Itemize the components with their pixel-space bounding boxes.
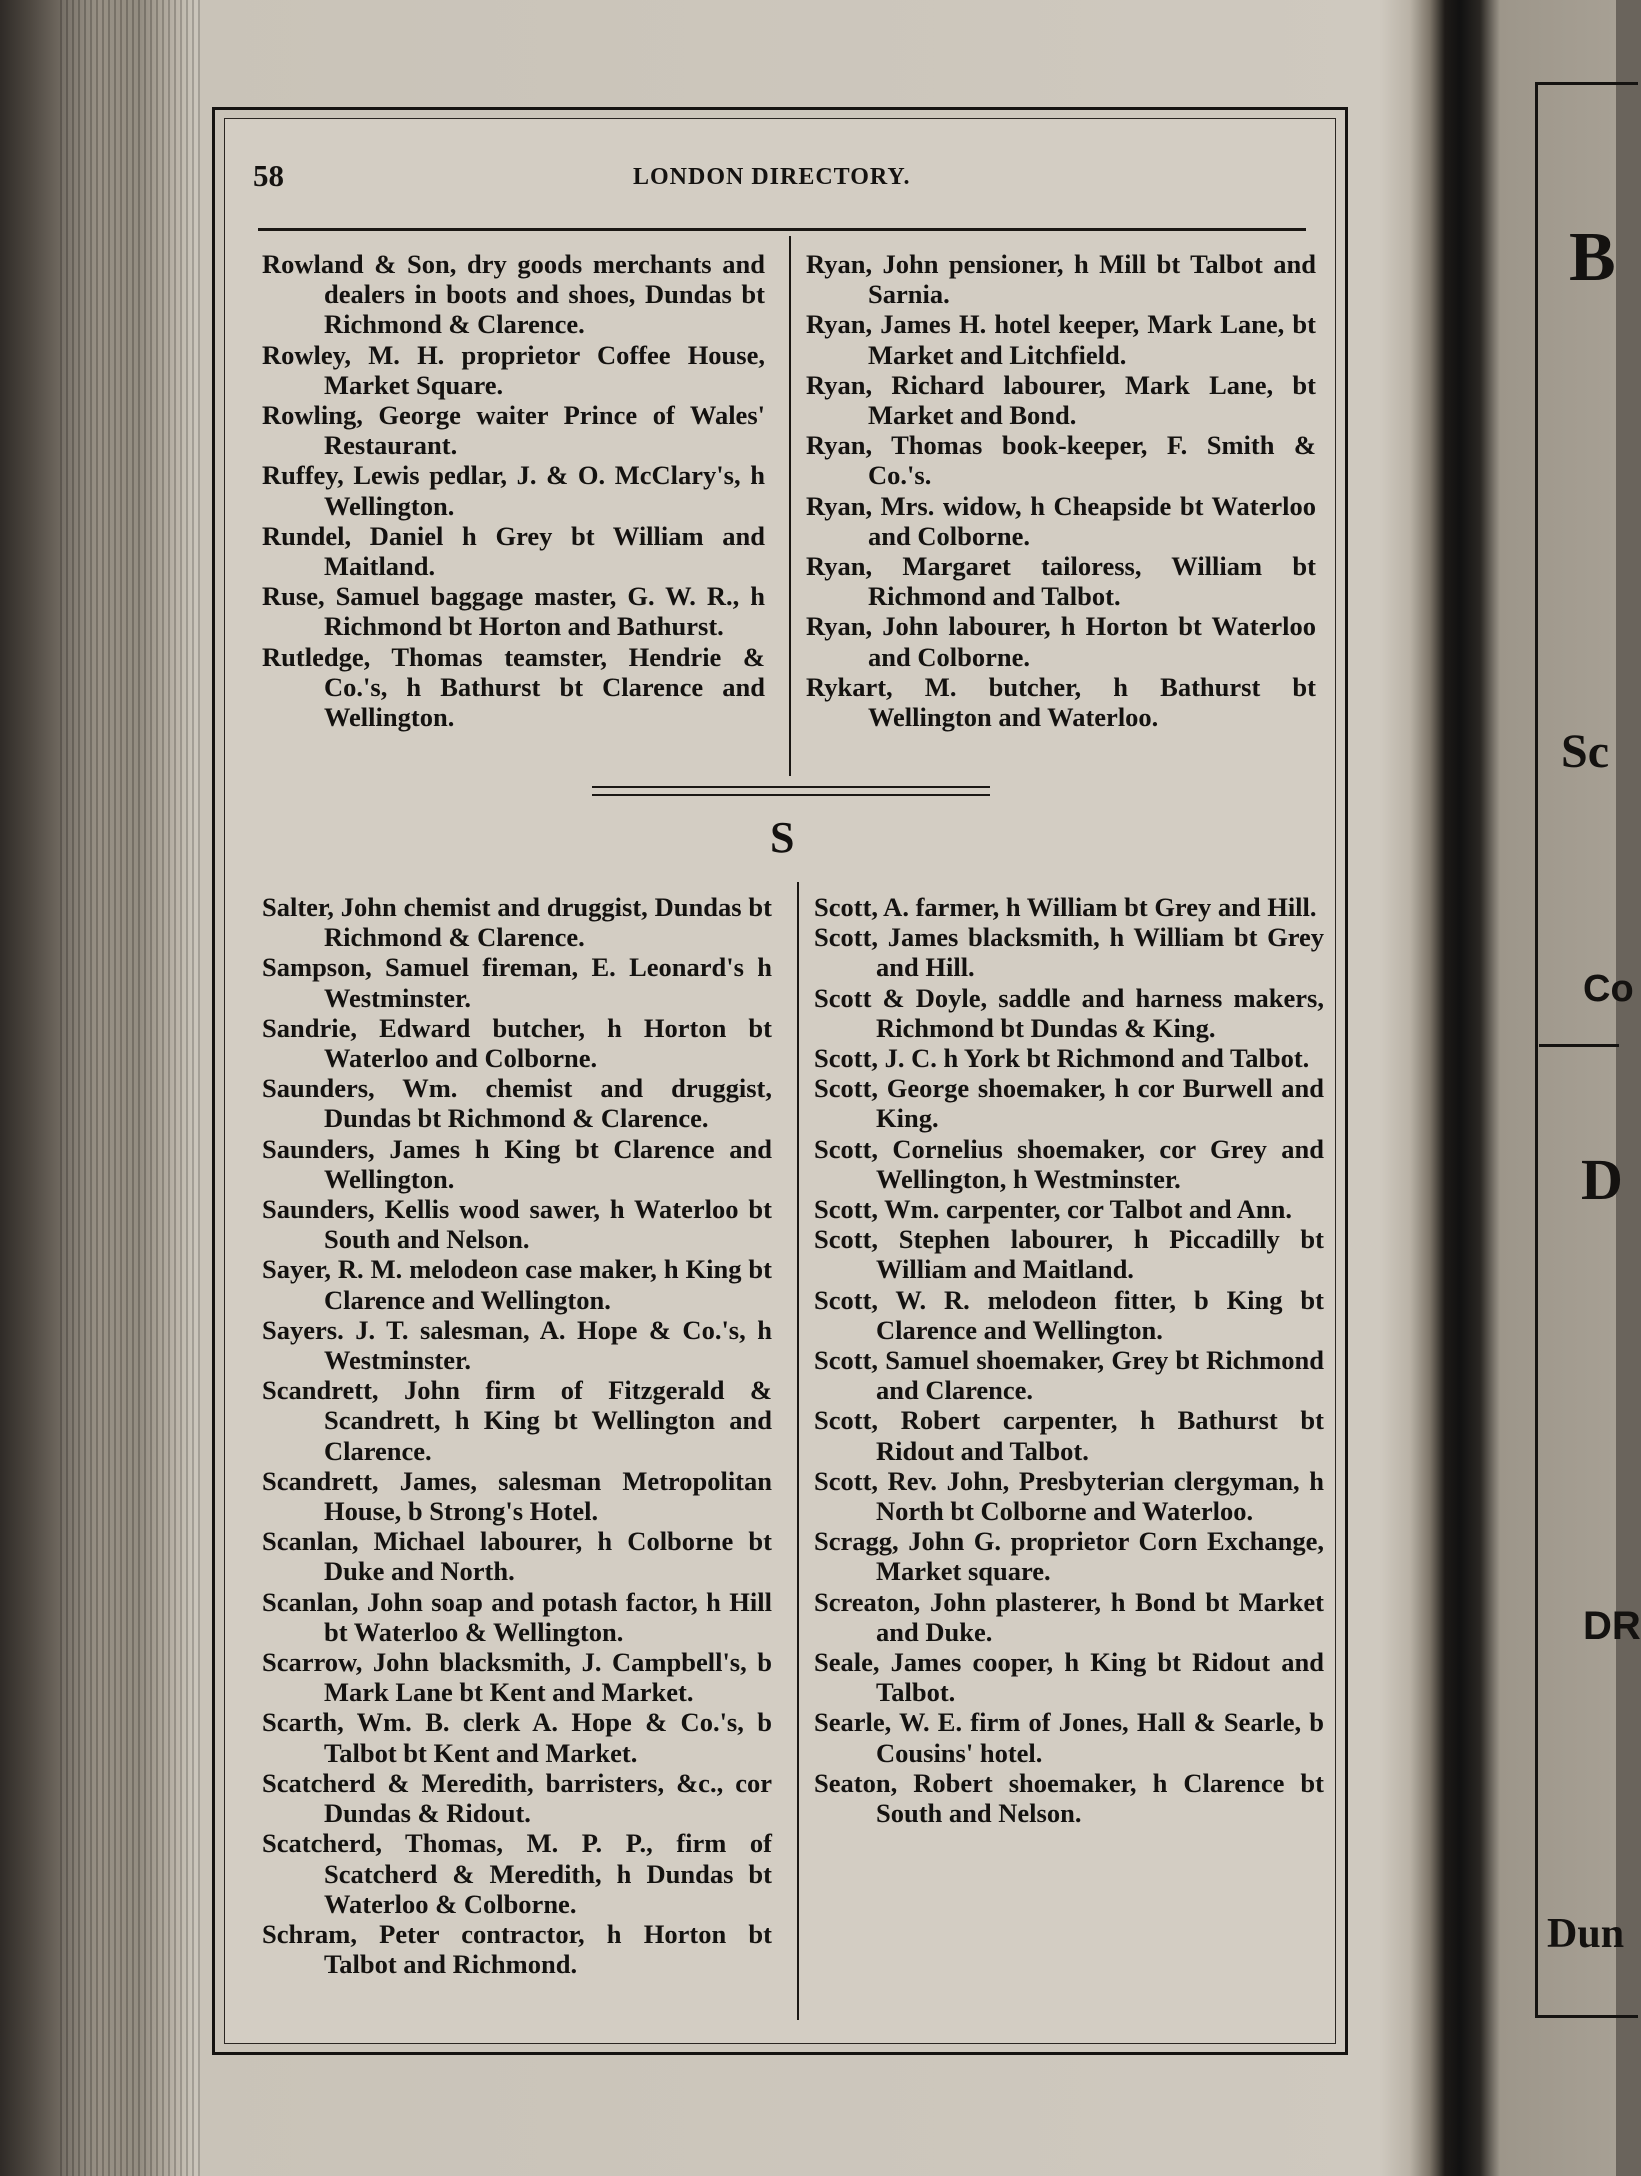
page-edges — [60, 0, 200, 2176]
page-number: 58 — [253, 158, 284, 193]
section-letter: S — [770, 813, 795, 862]
adjacent-rule — [1539, 1044, 1619, 1047]
adjacent-fragment-text: Sc — [1561, 725, 1609, 778]
directory-entry: Scott, James blacksmith, h William bt Grey and Hill. — [814, 922, 1324, 983]
directory-entry: Scott, Cornelius shoemaker, cor Grey and Wellington, h Westminster. — [814, 1133, 1324, 1194]
directory-entry: Rowling, George waiter Prince of Wales' Restaurant. — [262, 400, 765, 461]
directory-entry: Scarrow, John blacksmith, J. Campbell's, b Mark Lane bt Kent and Market. — [262, 1647, 772, 1708]
directory-entry: Scatcherd, Thomas, M. P. P., firm of Scatcherd & Meredith, h Dundas bt Waterloo & Colborne. — [262, 1828, 772, 1919]
directory-entry: Saunders, Wm. chemist and druggist, Dundas bt Richmond & Clarence. — [262, 1073, 772, 1134]
column-divider-s — [797, 882, 799, 2020]
directory-entry: Ruse, Samuel baggage master, G. W. R., h Richmond bt Horton and Bathurst. — [262, 581, 765, 642]
directory-entry: Scott, George shoemaker, h cor Burwell and King. — [814, 1073, 1324, 1134]
directory-entry: Searle, W. E. firm of Jones, Hall & Searle, b Cousins' hotel. — [814, 1707, 1324, 1768]
directory-entry: Scott, Robert carpenter, h Bathurst bt Ridout and Talbot. — [814, 1405, 1324, 1466]
directory-entry: Seaton, Robert shoemaker, h Clarence bt South and Nelson. — [814, 1767, 1324, 1829]
header-rule — [258, 228, 1306, 231]
column-r-left — [262, 249, 765, 732]
directory-entry: Sampson, Samuel fireman, E. Leonard's h Westminster. — [262, 952, 772, 1013]
directory-entry: Scott, W. R. melodeon fitter, b King bt Clarence and Wellington. — [814, 1284, 1324, 1345]
directory-entry: Rykart, M. butcher, h Bathurst bt Wellington and Waterloo. — [806, 671, 1316, 733]
directory-entry: Scanlan, Michael labourer, h Colborne bt Duke and North. — [262, 1526, 772, 1587]
directory-entry: Ryan, Mrs. widow, h Cheapside bt Waterloo and Colborne. — [806, 490, 1316, 551]
directory-entry: Scott, Rev. John, Presbyterian clergyman, h North bt Colborne and Waterloo. — [814, 1465, 1324, 1527]
directory-entry: Saunders, Kellis wood sawer, h Waterloo bt South and Nelson. — [262, 1194, 772, 1255]
directory-entry: Saunders, James h King bt Clarence and Wellington. — [262, 1133, 772, 1194]
adjacent-fragment-text: Dun — [1547, 1911, 1625, 1957]
section-break-rule — [592, 786, 990, 800]
column-s-left — [262, 892, 772, 1979]
directory-entry: Scott, Stephen labourer, h Piccadilly bt William and Maitland. — [814, 1224, 1324, 1285]
directory-entry: Rutledge, Thomas teamster, Hendrie & Co.'s, h Bathurst bt Clarence and Wellington. — [262, 641, 765, 733]
directory-entry: Ryan, John pensioner, h Mill bt Talbot and Sarnia. — [806, 249, 1316, 310]
adjacent-fragment-text: Co — [1583, 968, 1634, 1010]
directory-entry: Scott, Wm. carpenter, cor Talbot and Ann. — [814, 1194, 1293, 1225]
directory-entry: Ryan, James H. hotel keeper, Mark Lane, bt Market and Litchfield. — [806, 309, 1316, 370]
column-r-right — [806, 249, 1316, 732]
directory-entry: Salter, John chemist and druggist, Dundas bt Richmond & Clarence. — [262, 892, 772, 953]
page-header — [253, 156, 1313, 196]
directory-entry: Sayers. J. T. salesman, A. Hope & Co.'s, h Westminster. — [262, 1314, 772, 1376]
adjacent-fragment-text: DR — [1583, 1604, 1641, 1648]
double-rule — [592, 786, 990, 796]
directory-entry: Scanlan, John soap and potash factor, h Hill bt Waterloo & Wellington. — [262, 1586, 772, 1647]
running-title: LONDON DIRECTORY. — [633, 164, 911, 190]
directory-entry: Ruffey, Lewis pedlar, J. & O. McClary's, h Wellington. — [262, 460, 765, 521]
directory-entry: Scott, Samuel shoemaker, Grey bt Richmond and Clarence. — [814, 1345, 1324, 1406]
directory-entry: Scott, J. C. h York bt Richmond and Talbot. — [814, 1043, 1310, 1074]
directory-entry: Sayer, R. M. melodeon case maker, h King bt Clarence and Wellington. — [262, 1254, 772, 1315]
directory-entry: Scatcherd & Meredith, barristers, &c., cor Dundas & Ridout. — [262, 1767, 772, 1829]
directory-entry: Scandrett, John firm of Fitzgerald & Scandrett, h King bt Wellington and Clarence. — [262, 1375, 772, 1466]
directory-entry: Scott, A. farmer, h William bt Grey and Hill. — [814, 892, 1317, 922]
directory-entry: Seale, James cooper, h King bt Ridout and Talbot. — [814, 1647, 1324, 1708]
column-s-right — [814, 892, 1324, 1828]
directory-entry: Ryan, Thomas book-keeper, F. Smith & Co.'s. — [806, 430, 1316, 491]
directory-entry: Screaton, John plasterer, h Bond bt Market and Duke. — [814, 1586, 1324, 1647]
adjacent-page-fragment — [1497, 0, 1641, 2176]
directory-entry: Rundel, Daniel h Grey bt William and Maitland. — [262, 520, 765, 582]
directory-entry: Rowley, M. H. proprietor Coffee House, Market Square. — [262, 339, 765, 400]
directory-entry: Scott & Doyle, saddle and harness makers, Richmond bt Dundas & King. — [814, 982, 1324, 1043]
adjacent-page-border — [1535, 82, 1638, 2018]
directory-entry: Rowland & Son, dry goods merchants and dealers in boots and shoes, Dundas bt Richmond & Clarence. — [262, 249, 765, 340]
directory-entry: Ryan, John labourer, h Horton bt Waterloo and Colborne. — [806, 611, 1316, 672]
directory-entry: Ryan, Richard labourer, Mark Lane, bt Market and Bond. — [806, 369, 1316, 431]
directory-entry: Scarth, Wm. B. clerk A. Hope & Co.'s, b Talbot bt Kent and Market. — [262, 1707, 772, 1768]
directory-entry: Schram, Peter contractor, h Horton bt Talbot and Richmond. — [262, 1918, 772, 1980]
adjacent-fragment-text: D — [1581, 1147, 1623, 1212]
column-divider-r — [789, 236, 791, 776]
directory-entry: Scandrett, James, salesman Metropolitan House, b Strong's Hotel. — [262, 1465, 772, 1527]
directory-entry: Ryan, Margaret tailoress, William bt Richmond and Talbot. — [806, 551, 1316, 612]
directory-entry: Sandrie, Edward butcher, h Horton bt Waterloo and Colborne. — [262, 1012, 772, 1074]
adjacent-fragment-text: B — [1569, 219, 1616, 296]
directory-entry: Scragg, John G. proprietor Corn Exchange, Market square. — [814, 1526, 1324, 1587]
